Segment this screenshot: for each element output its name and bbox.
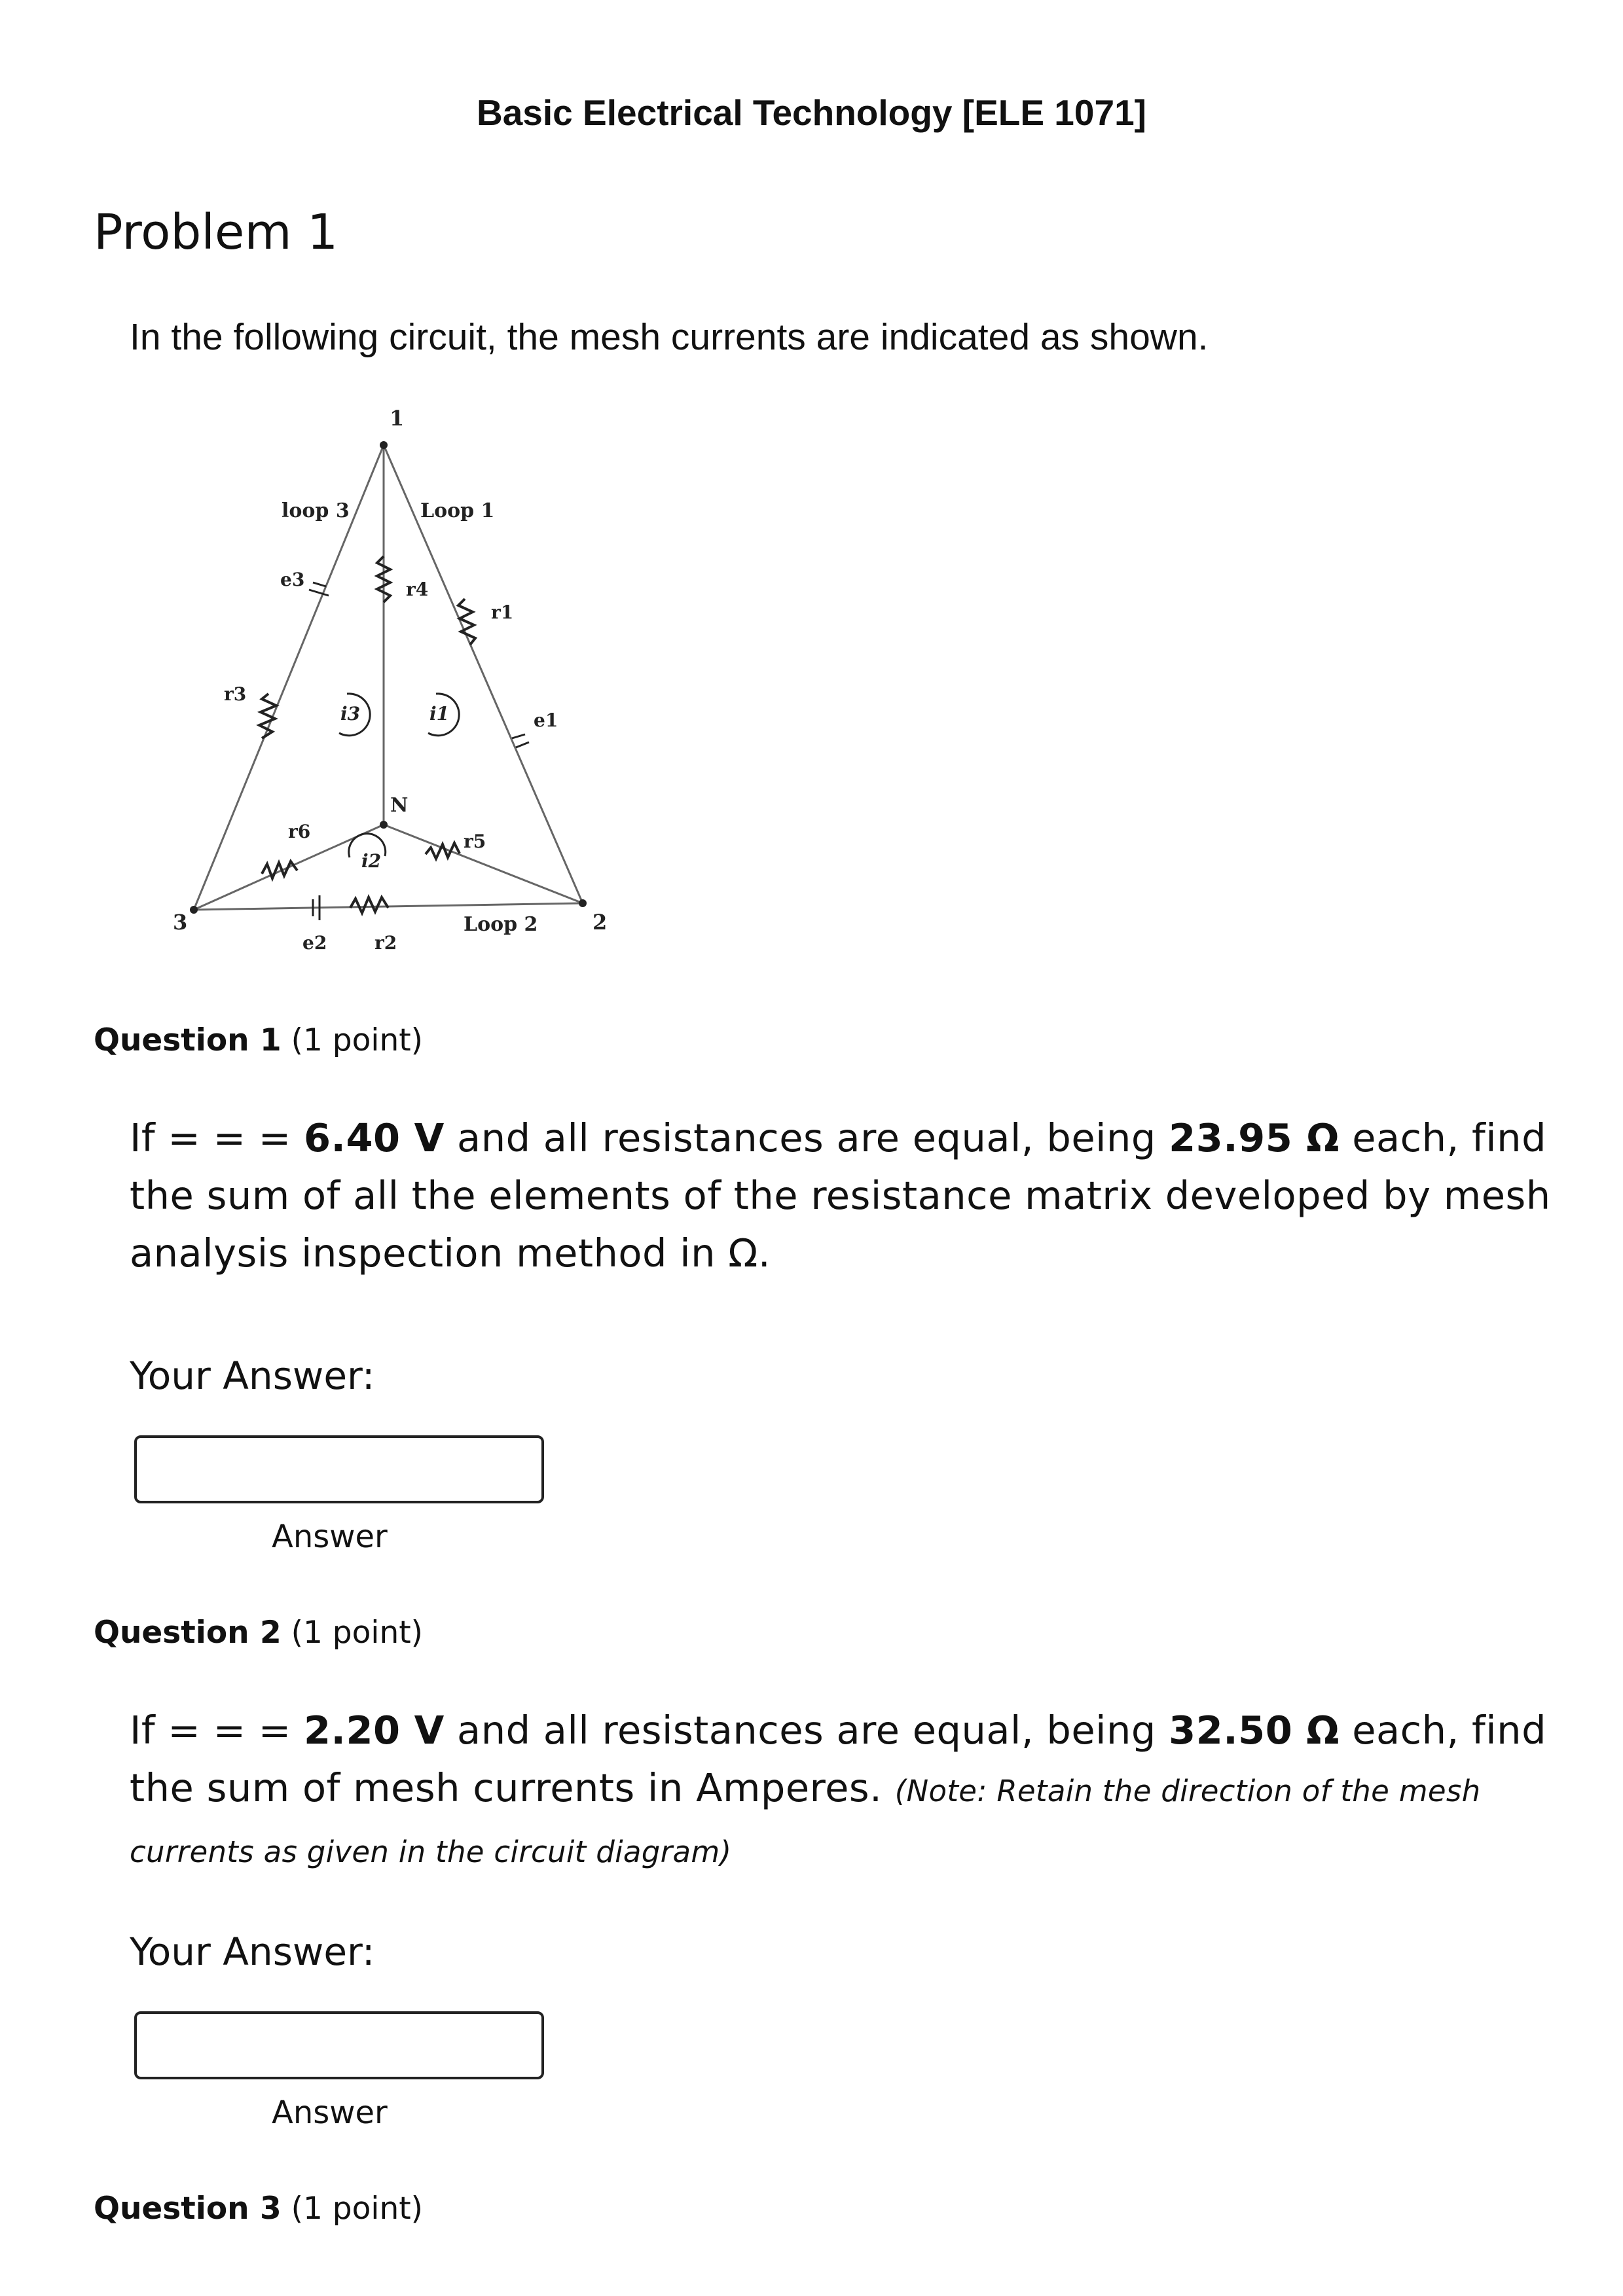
node-label-3: 3 xyxy=(173,910,188,935)
resistor-r2 xyxy=(350,897,388,913)
current-label-i3: i3 xyxy=(340,703,361,725)
loop-label-2: Loop 2 xyxy=(464,913,538,936)
resistor-label-r2: r2 xyxy=(374,932,397,954)
question-2-resistance: 32.50 Ω xyxy=(1169,1708,1340,1753)
question-1-mid: and all resistances are equal, being xyxy=(444,1115,1169,1160)
question-1-text xyxy=(130,1109,1557,1282)
resistor-label-r3: r3 xyxy=(224,683,247,705)
node-label-n: N xyxy=(390,794,409,817)
question-2-mid: and all resistances are equal, being xyxy=(444,1708,1169,1753)
current-label-i1: i1 xyxy=(429,703,450,725)
question-2-prefix: If = = = xyxy=(130,1708,304,1753)
question-2-voltage: 2.20 V xyxy=(304,1708,445,1753)
emf-e3-plate1 xyxy=(313,583,326,586)
question-2-suffix: each, find the sum of mesh currents in Amperes. xyxy=(130,1708,1547,1810)
resistor-label-r6: r6 xyxy=(288,821,311,842)
resistor-r5 xyxy=(426,843,460,859)
node-dot-1 xyxy=(380,441,388,449)
emf-label-e3: e3 xyxy=(280,569,305,590)
loop-label-3: loop 3 xyxy=(282,499,350,522)
node-dot-2 xyxy=(579,899,587,907)
question-3-points: (1 point) xyxy=(291,2191,424,2227)
question-2-label: Question 2 xyxy=(94,1615,282,1651)
problem-title: Problem 1 xyxy=(94,204,338,260)
question-2-answer-caption: Answer xyxy=(272,2094,388,2131)
question-1-label: Question 1 xyxy=(94,1022,282,1058)
node-dot-3 xyxy=(190,906,198,914)
resistor-label-r4: r4 xyxy=(406,579,429,600)
emf-label-e1: e1 xyxy=(534,709,558,731)
question-1-voltage: 6.40 V xyxy=(304,1115,445,1160)
resistor-label-r5: r5 xyxy=(464,831,486,852)
question-2-answer-input[interactable] xyxy=(134,2011,544,2079)
question-1-heading xyxy=(94,1022,423,1058)
loop-label-1: Loop 1 xyxy=(420,499,495,522)
question-1-resistance: 23.95 Ω xyxy=(1169,1115,1340,1160)
question-2-points: (1 point) xyxy=(291,1615,424,1651)
resistor-r6 xyxy=(262,861,297,878)
question-2-your-answer-label: Your Answer: xyxy=(130,1929,375,1974)
question-1-answer-input[interactable] xyxy=(134,1435,544,1503)
question-1-points: (1 point) xyxy=(291,1022,424,1058)
resistor-label-r1: r1 xyxy=(491,601,514,623)
question-1-your-answer-label: Your Answer: xyxy=(130,1354,375,1398)
problem-intro: In the following circuit, the mesh currents are indicated as shown. xyxy=(130,316,1209,358)
question-3-label: Question 3 xyxy=(94,2191,282,2227)
emf-e1-plate2 xyxy=(516,742,529,747)
node-dot-n xyxy=(380,821,388,829)
emf-label-e2: e2 xyxy=(302,932,327,954)
document-title: Basic Electrical Technology [ELE 1071] xyxy=(477,92,1146,133)
emf-e3-plate2 xyxy=(309,590,329,596)
node-label-2: 2 xyxy=(593,910,608,935)
question-2-note: (Note: Retain the direction of the mesh currents as given in the circuit diagram) xyxy=(130,1774,1481,1869)
node-label-1: 1 xyxy=(390,406,405,431)
question-1-prefix: If = = = xyxy=(130,1115,304,1160)
question-1-suffix: each, find the sum of all the elements of the resistance matrix developed by mesh analysis inspection method in Ω. xyxy=(130,1115,1551,1276)
current-label-i2: i2 xyxy=(361,850,382,872)
question-2-text xyxy=(130,1702,1557,1881)
question-3-heading xyxy=(94,2191,423,2227)
circuit-diagram xyxy=(164,386,635,962)
emf-e1-plate1 xyxy=(512,734,525,738)
question-1-answer-caption: Answer xyxy=(272,1518,388,1555)
question-2-heading xyxy=(94,1615,423,1651)
